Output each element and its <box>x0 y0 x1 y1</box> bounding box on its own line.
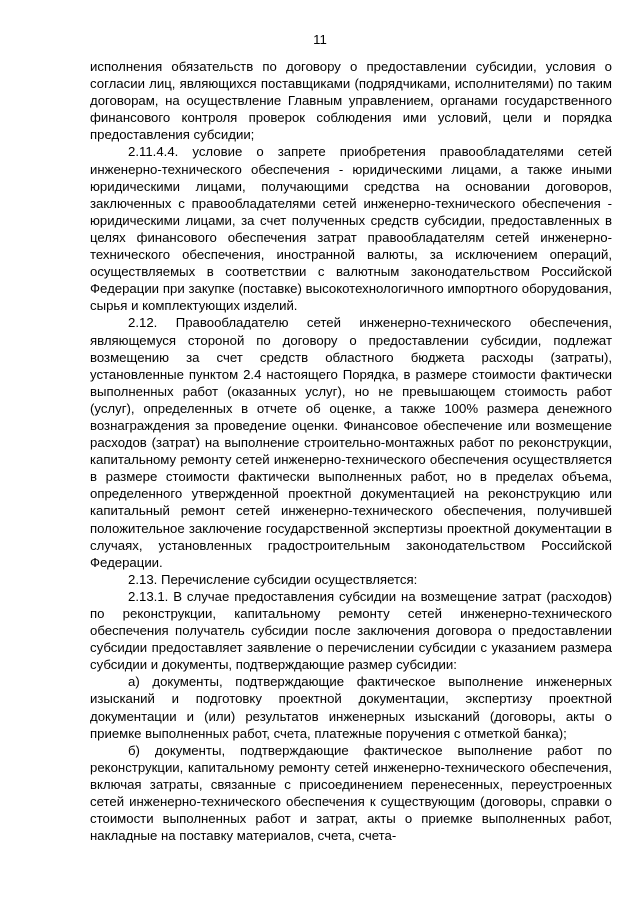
paragraph-2-13-1: 2.13.1. В случае предоставления субсидии на возмещение затрат (расходов) по реконструкции, капитальному ремонту сетей инженерно-технического обеспечения получатель субсидии после заключения договора о предоставлении субсидии предоставляет заявление о перечислении субсидии с указанием размера субсидии и документы, подтверждающие размер субсидии: <box>90 588 612 673</box>
document-body <box>90 58 612 844</box>
page-number: 11 <box>313 32 327 47</box>
paragraph-2-12: 2.12. Правообладателю сетей инженерно-технического обеспечения, являющемуся стороной по договору о предоставлении субсидии, подлежат возмещению за счет средств областного бюджета расходы (затраты), установленные пунктом 2.4 настоящего Порядка, в размере стоимости фактически выполненных работ (оказанных услуг), но не превышающем стоимость работ (услуг), определенных в отчете об оценке, а также 100% размера денежного вознаграждения за проведение оценки. Финансовое обеспечение или возмещение расходов (затрат) на выполнение строительно-монтажных работ по реконструкции, капитальному ремонту сетей инженерно-технического обеспечения осуществляется в размере стоимости фактически выполненных работ, но в пределах объема, определенного утвержденной проектной документацией на реконструкцию или капитальный ремонт сетей инженерно-технического обеспечения, получившей положительное заключение государственной экспертизы проектной документации в случаях, установленных градостроительным законодательством Российской Федерации. <box>90 315 612 570</box>
list-item-b: б) документы, подтверждающие фактическое выполнение работ по реконструкции, капитальному ремонту сетей инженерно-технического обеспечения, включая затраты, связанные с присоединением перенесенных, переустроенных сетей инженерно-технического обеспечения к существующим (договоры, справки о стоимости выполненных работ и затрат, акты о приемке выполненных работ, накладные на поставку материалов, счета, счета- <box>90 742 612 844</box>
list-item-a: а) документы, подтверждающие фактическое выполнение инженерных изысканий и подготовку проектной документации, экспертизу проектной документации и (или) результатов инженерных изысканий (договоры, акты о приемке выполненных работ, счета, платежные поручения с отметкой банка); <box>90 674 612 741</box>
paragraph-2-13: 2.13. Перечисление субсидии осуществляется: <box>128 571 418 587</box>
paragraph-continuation: исполнения обязательств по договору о предоставлении субсидии, условия о согласии лиц, являющихся поставщиками (подрядчиками, исполнителями) по таким договорам, на осуществление Главным управлением, органами государственного финансового контроля проверок соблюдения ими условий, цели и порядка предоставления субсидии; <box>90 59 612 143</box>
paragraph-2-11-4-4: 2.11.4.4. условие о запрете приобретения правообладателями сетей инженерно-технического обеспечения - юридическими лицами, а также иными юридическими лицами, получающими средства на основании договоров, заключенных с правообладателями сетей инженерно-технического обеспечения - юридическими лицами, за счет полученных средств субсидии, предоставленных в целях финансового обеспечения затрат правообладателям сетей инженерно-технического обеспечения, иностранной валюты, за исключением операций, осуществляемых в соответствии с валютным законодательством Российской Федерации при закупке (поставке) высокотехнологичного импортного оборудования, сырья и комплектующих изделий. <box>90 144 612 314</box>
